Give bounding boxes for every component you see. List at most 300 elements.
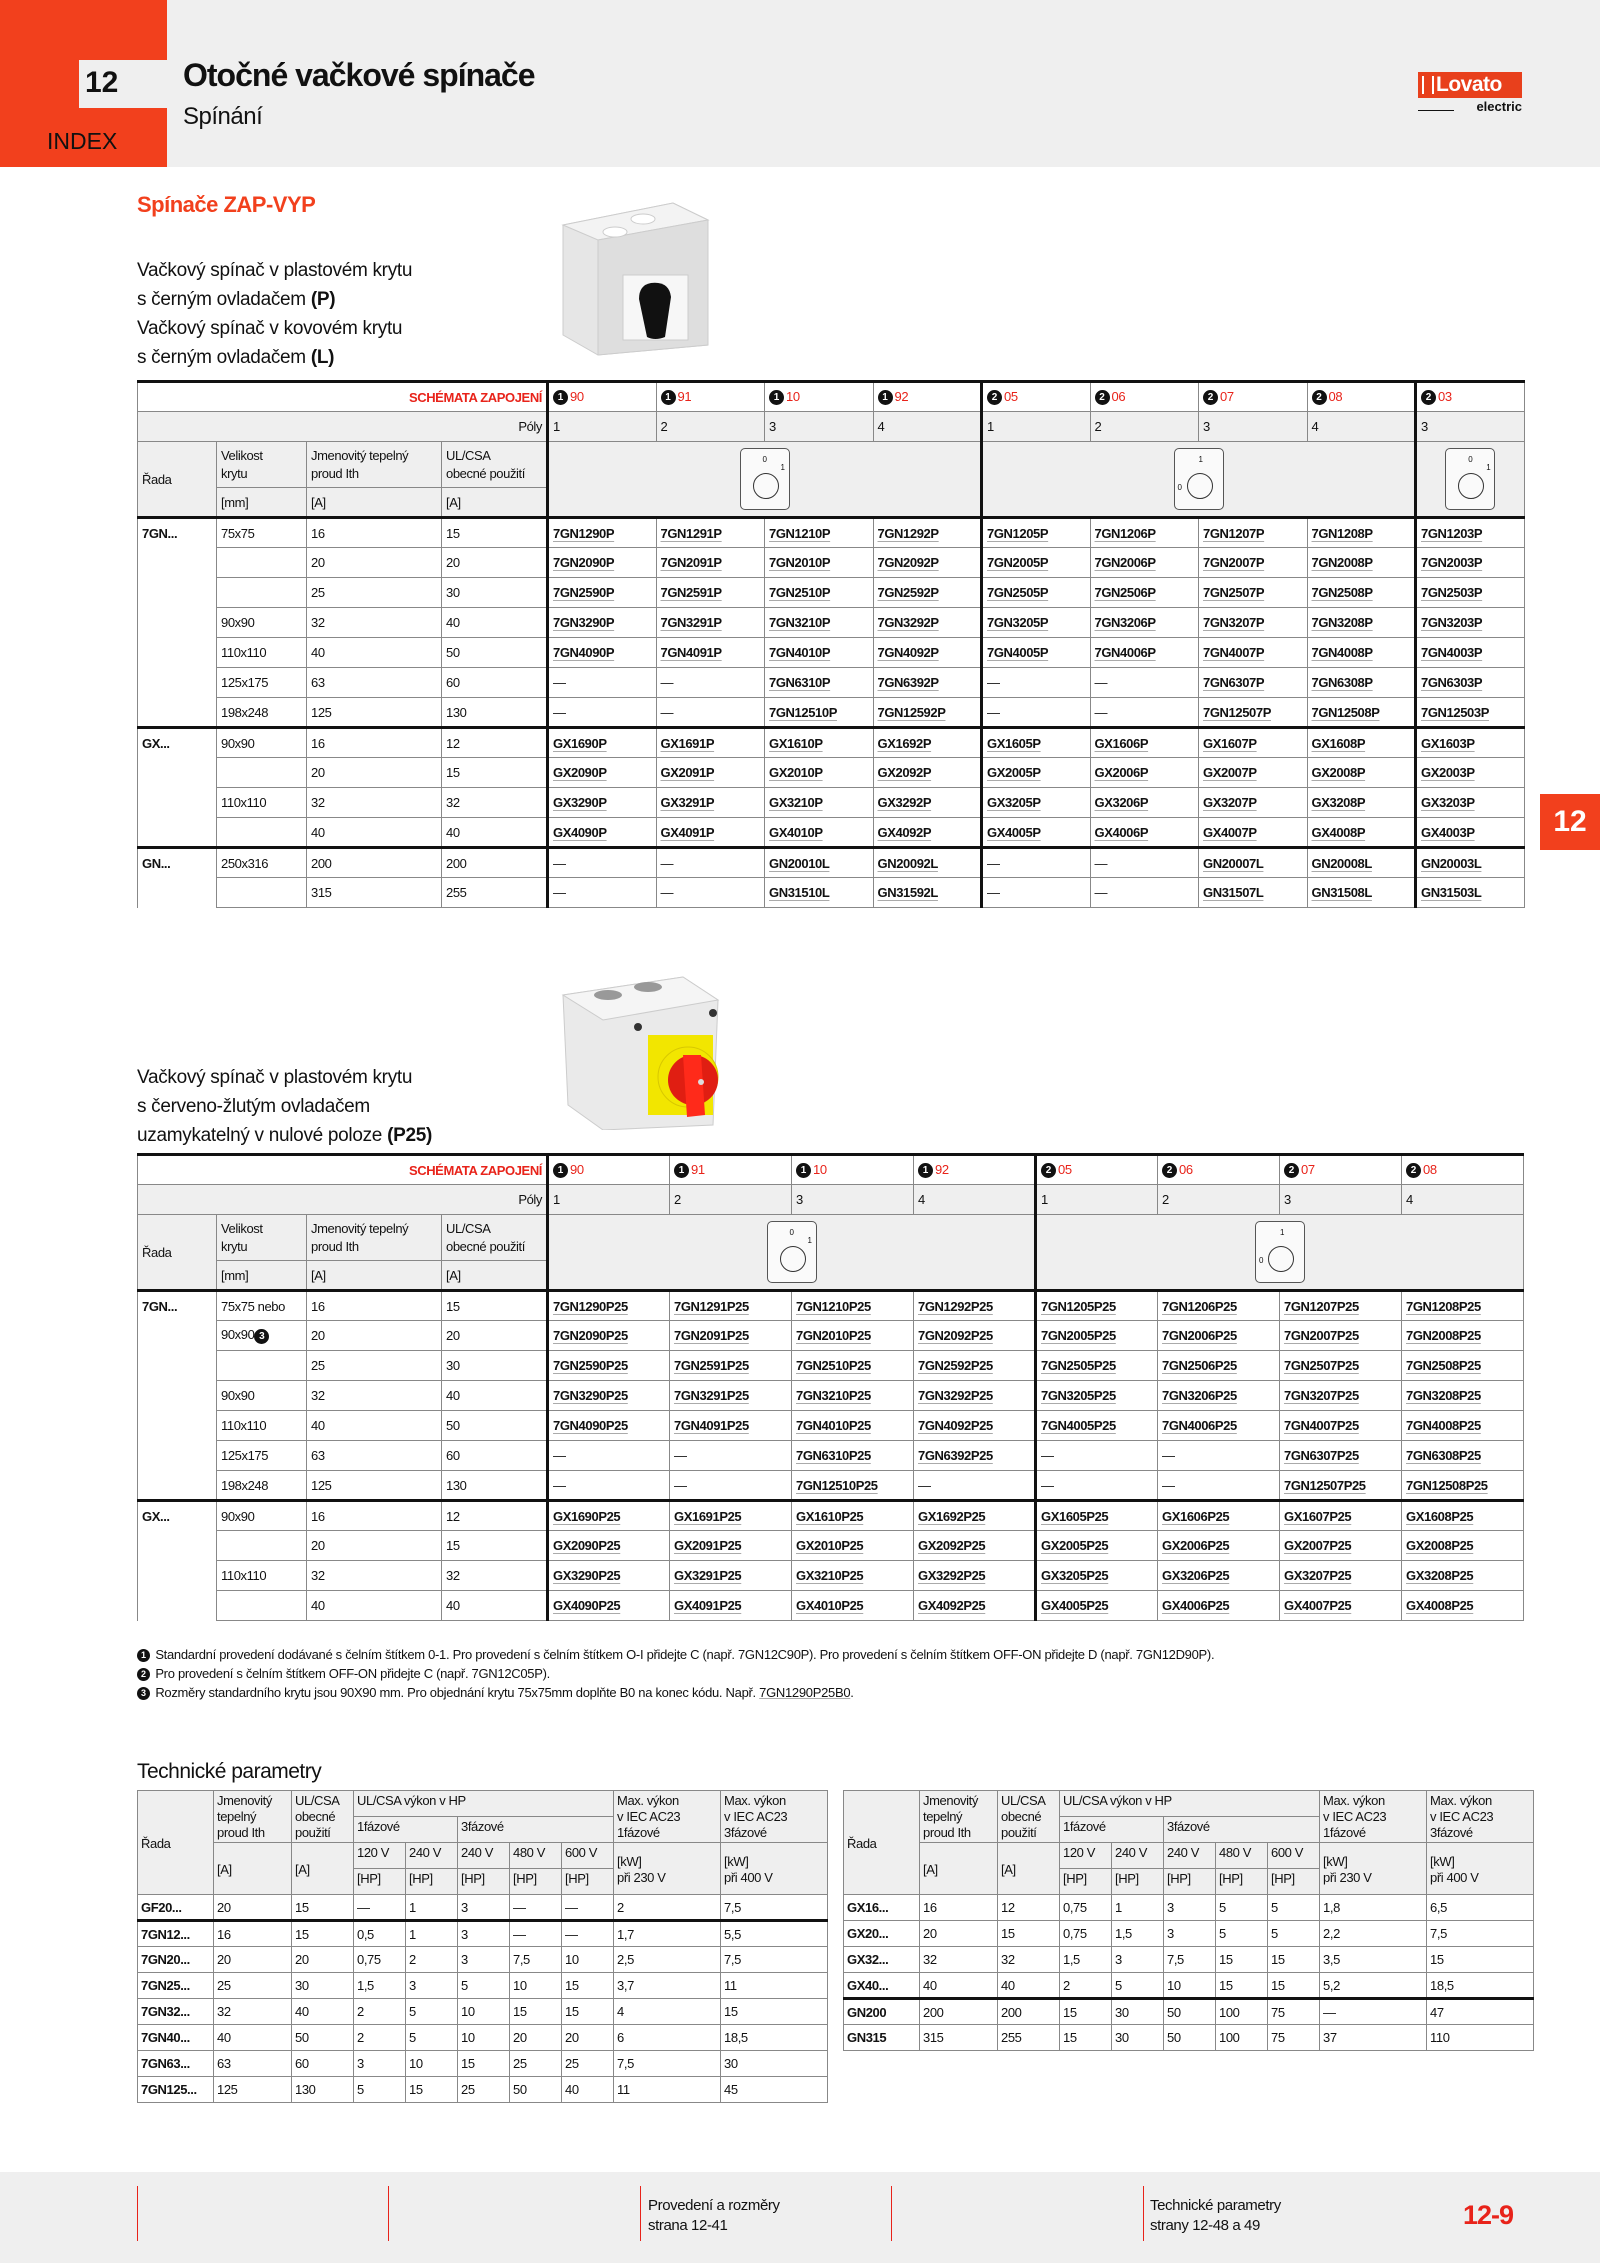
product-code-text[interactable]: GX3291P25 (674, 1568, 742, 1583)
product-code-text[interactable]: GX1605P (987, 735, 1041, 751)
scheme-cell[interactable] (982, 382, 1091, 412)
tech-value (406, 1999, 458, 2025)
scheme-cell[interactable] (548, 1155, 670, 1185)
product-code-text[interactable]: 7GN4091P25 (674, 1418, 749, 1433)
tech-header-row-3 (844, 1843, 1534, 1869)
tech-col-ith (214, 1791, 292, 1843)
ith-cell-text: 63 (311, 1448, 325, 1463)
product-code-text[interactable]: 7GN3290P25 (553, 1388, 628, 1403)
index-tab[interactable] (0, 0, 167, 167)
product-code-text[interactable]: 7GN2508P (1311, 585, 1373, 600)
scheme-code[interactable]: 90 (570, 1161, 584, 1177)
scheme-code[interactable]: 06 (1179, 1161, 1193, 1177)
product-code-text[interactable]: 7GN12507P25 (1284, 1477, 1366, 1493)
product-code-text[interactable]: 7GN3203P (1421, 615, 1483, 630)
product-code-text[interactable]: 7GN2090P25 (553, 1328, 628, 1343)
product-code-text[interactable]: 7GN1208P (1311, 525, 1373, 541)
product-code-text[interactable]: GX2005P (987, 765, 1041, 780)
product-code-text[interactable]: GX2006P (1094, 765, 1149, 780)
product-code (1416, 818, 1525, 848)
product-code-text[interactable]: GX3207P25 (1284, 1568, 1352, 1583)
tech-col-iec1 (614, 1791, 721, 1843)
product-code-text[interactable]: GX3205P25 (1041, 1568, 1109, 1583)
tech-three-phase-text: 3fázové (461, 1819, 504, 1834)
product-code-text[interactable]: GX4092P25 (918, 1598, 986, 1613)
scheme-cell[interactable] (1158, 1155, 1280, 1185)
tech-value (214, 1895, 292, 1921)
product-code-text[interactable]: 7GN2008P25 (1406, 1328, 1481, 1343)
product-code-text[interactable]: 7GN1292P (877, 525, 939, 541)
product-code-text[interactable]: GX1692P25 (918, 1508, 986, 1524)
product-code-text[interactable]: 7GN2505P25 (1041, 1358, 1116, 1373)
product-code-text[interactable]: 7GN3206P (1094, 615, 1156, 630)
tech-col-series (138, 1791, 214, 1895)
scheme-group-marker: 2 (1095, 390, 1110, 405)
scheme-cell[interactable] (656, 382, 765, 412)
product-code-text[interactable]: 7GN3210P (769, 615, 831, 630)
product-code-text[interactable]: GX4091P25 (674, 1598, 742, 1613)
product-code-text[interactable]: GN20092L (877, 855, 938, 871)
product-code-text[interactable]: 7GN2092P25 (918, 1328, 993, 1343)
product-code-text[interactable]: GX4010P25 (796, 1598, 864, 1613)
product-code-text[interactable]: 7GN4092P (877, 645, 939, 660)
size-cell (217, 1291, 307, 1321)
product-code-text[interactable]: GX1610P (769, 735, 823, 751)
product-code (548, 1291, 670, 1321)
scheme-code[interactable]: 05 (1004, 388, 1018, 404)
unit-a (442, 488, 548, 518)
product-code-text[interactable]: 7GN2006P (1094, 555, 1156, 570)
product-code-text[interactable]: 7GN3210P25 (796, 1388, 871, 1403)
product-code-text[interactable]: 7GN6307P25 (1284, 1448, 1359, 1463)
product-code-text[interactable]: GX3292P (877, 795, 932, 810)
ul-cell-text: 130 (446, 1477, 467, 1493)
product-code-text[interactable]: 7GN2010P25 (796, 1328, 871, 1343)
product-code-text[interactable]: 7GN1292P25 (918, 1298, 993, 1314)
schemes-row (138, 1155, 1524, 1185)
product-code-text[interactable]: 7GN4007P25 (1284, 1418, 1359, 1433)
product-code-text[interactable]: 7GN2506P25 (1162, 1358, 1237, 1373)
product-code-text[interactable]: GX2007P25 (1284, 1538, 1352, 1553)
scheme-cell[interactable] (1090, 382, 1199, 412)
no-product-dash (656, 878, 765, 908)
product-code-text[interactable]: GX2008P25 (1406, 1538, 1474, 1553)
product-code-text[interactable]: GX4008P (1311, 824, 1366, 840)
product-code-text[interactable]: GX2091P (660, 765, 715, 780)
product-row (138, 1291, 1524, 1321)
product-code-text[interactable]: 7GN2592P25 (918, 1358, 993, 1373)
product-code-text[interactable]: 7GN2007P (1203, 555, 1265, 570)
product-row (138, 848, 1525, 878)
tech-value-text: 15 (409, 2082, 423, 2097)
index-link[interactable]: INDEX (47, 128, 118, 154)
product-code-text[interactable]: 7GN1205P (987, 525, 1049, 541)
product-code-text[interactable]: 7GN3206P25 (1162, 1388, 1237, 1403)
product-code-text[interactable]: 7GN2005P25 (1041, 1328, 1116, 1343)
poles-value-text: 3 (1421, 419, 1428, 434)
product-code-text[interactable]: GN20007L (1203, 855, 1264, 871)
size-value: 198x248 (221, 704, 269, 720)
scheme-code[interactable]: 07 (1301, 1161, 1315, 1177)
poles-value-text: 4 (1406, 1192, 1413, 1207)
tech-one-phase (354, 1817, 458, 1843)
product-code-text[interactable]: GX3210P25 (796, 1568, 864, 1583)
product-code-text[interactable]: GX1691P (660, 735, 715, 751)
scheme-cell[interactable] (1280, 1155, 1402, 1185)
series-cell (138, 698, 217, 728)
product-code-text[interactable]: 7GN4003P (1421, 645, 1483, 660)
footer-link-tech-params[interactable] (1150, 2196, 1281, 2236)
product-code-text[interactable]: GX3205P (987, 795, 1041, 810)
scheme-code[interactable]: 91 (677, 388, 692, 404)
product-code-text[interactable]: 7GN3292P (877, 615, 939, 630)
product-code-text[interactable]: 7GN2506P (1094, 585, 1156, 600)
product-code-text[interactable]: 7GN4090P25 (553, 1418, 628, 1433)
product-code-text[interactable]: 7GN2590P25 (553, 1358, 628, 1373)
product-code-text[interactable]: GX3206P25 (1162, 1568, 1230, 1583)
product-code (873, 848, 982, 878)
scheme-code[interactable]: 91 (691, 1161, 705, 1177)
product-code-text[interactable]: GN20010L (769, 855, 830, 871)
scheme-code[interactable]: 92 (894, 388, 909, 404)
product-code-text[interactable]: 7GN12510P25 (796, 1477, 878, 1493)
product-code-text[interactable]: GN20003L (1421, 855, 1482, 871)
product-row (138, 1591, 1524, 1621)
product-code-text[interactable]: 7GN2007P25 (1284, 1328, 1359, 1343)
series-name: GX... (142, 1508, 170, 1524)
product-code-text[interactable]: GX1606P25 (1162, 1508, 1230, 1524)
footer-link-title: Technické parametry (1150, 2197, 1281, 2214)
product-code-text[interactable]: GX2008P (1311, 765, 1366, 780)
product-code-text[interactable]: 7GN6308P25 (1406, 1448, 1481, 1463)
logo-subtext: electric (1418, 99, 1522, 114)
product-code-text[interactable]: 7GN6392P (877, 675, 939, 690)
tech-value (1060, 1947, 1112, 1973)
product-code-text[interactable]: GX1691P25 (674, 1508, 742, 1524)
product-code-text[interactable]: 7GN2010P (769, 555, 831, 570)
product-code-text[interactable]: 7GN2507P (1203, 585, 1265, 600)
scheme-code[interactable]: 08 (1328, 388, 1343, 404)
product-code-text[interactable]: 7GN3205P25 (1041, 1388, 1116, 1403)
product-code-text[interactable]: 7GN3292P25 (918, 1388, 993, 1403)
product-code (1280, 1531, 1402, 1561)
product-code-text[interactable]: GN31507L (1203, 885, 1264, 900)
tech-value (1268, 1895, 1320, 1921)
product-code-text[interactable]: 7GN2090P (553, 555, 615, 570)
product-code-text[interactable]: 7GN1205P25 (1041, 1298, 1116, 1314)
product-code (914, 1381, 1036, 1411)
series-cell (138, 518, 217, 548)
product-code-text[interactable]: 7GN4008P25 (1406, 1418, 1481, 1433)
product-code-text[interactable]: 7GN12508P (1311, 704, 1380, 720)
scheme-code[interactable]: 03 (1438, 388, 1452, 404)
product-code-text[interactable]: GX1607P (1203, 735, 1257, 751)
tech-col-ul-line: UL/CSA (1001, 1793, 1046, 1808)
product-code-text[interactable]: GX4005P25 (1041, 1598, 1109, 1613)
product-code-text[interactable]: GN31503L (1421, 885, 1482, 900)
product-code-text[interactable]: 7GN2003P (1421, 555, 1483, 570)
product-code-text[interactable]: GX2090P (553, 765, 607, 780)
size-value: 90x90 (221, 1508, 255, 1524)
series-cell (138, 668, 217, 698)
ul-cell-text: 40 (446, 1598, 460, 1613)
tech-series-text: GX32... (847, 1952, 889, 1967)
tech-col-hp (1060, 1791, 1320, 1817)
product-code-text[interactable]: 7GN2510P25 (796, 1358, 871, 1373)
product-code-text[interactable]: 7GN2092P (877, 555, 939, 570)
product-code-text[interactable]: 7GN4005P (987, 645, 1049, 660)
product-code-text[interactable]: 7GN3291P25 (674, 1388, 749, 1403)
product-code-text[interactable]: 7GN3205P (987, 615, 1049, 630)
dial-label-1: 1 (1280, 1228, 1285, 1237)
tech-value-text: 30 (1115, 2030, 1129, 2045)
scheme-cell[interactable] (1036, 1155, 1158, 1185)
product-code-text[interactable]: 7GN1210P25 (796, 1298, 871, 1314)
scheme-cell[interactable] (1307, 382, 1416, 412)
product-code-text[interactable]: 7GN2507P25 (1284, 1358, 1359, 1373)
product-code-text[interactable]: GX1606P (1094, 735, 1149, 751)
product-code-text[interactable]: 7GN2005P (987, 555, 1049, 570)
product-code-text[interactable]: 7GN1290P (553, 525, 615, 541)
tech-value (998, 1947, 1060, 1973)
scheme-code[interactable]: 05 (1058, 1161, 1072, 1177)
product-code-text[interactable]: 7GN2091P (660, 555, 722, 570)
product-code-text[interactable]: 7GN3208P25 (1406, 1388, 1481, 1403)
tech-series (844, 1921, 920, 1947)
scheme-code[interactable]: 08 (1423, 1161, 1437, 1177)
product-code-text[interactable]: 7GN6310P25 (796, 1448, 871, 1463)
product-code-text[interactable]: GX3291P (660, 795, 715, 810)
product-code-text[interactable]: GX4090P25 (553, 1598, 621, 1613)
product-code (982, 518, 1091, 548)
product-code-text[interactable]: GX2092P (877, 765, 932, 780)
scheme-group-marker: 2 (1162, 1163, 1177, 1178)
product-code-text[interactable]: 7GN4006P25 (1162, 1418, 1237, 1433)
product-code-text[interactable]: 7GN12508P25 (1406, 1477, 1488, 1493)
scheme-cell[interactable] (1416, 382, 1525, 412)
poles-value (548, 412, 657, 442)
product-code-text[interactable]: 7GN1291P (660, 525, 722, 541)
product-code-text[interactable]: 7GN2091P25 (674, 1328, 749, 1343)
product-code-text[interactable]: 7GN2503P (1421, 585, 1483, 600)
scheme-code[interactable]: 10 (786, 388, 800, 404)
tech-hp-unit-text: [HP] (1167, 1871, 1191, 1886)
scheme-code[interactable]: 90 (570, 388, 584, 404)
product-code-text[interactable]: 7GN1203P (1421, 525, 1483, 541)
product-code-text[interactable]: 7GN2590P (553, 585, 615, 600)
product-code-text[interactable]: GX1690P (553, 735, 607, 751)
tech-voltage-text: 240 V (1167, 1845, 1199, 1860)
product-code-text[interactable]: 7GN3208P (1311, 615, 1373, 630)
product-code (1199, 668, 1308, 698)
product-code-text[interactable]: GX1610P25 (796, 1508, 864, 1524)
product-code-text[interactable]: GX3208P25 (1406, 1568, 1474, 1583)
product-code-text[interactable]: GX1690P25 (553, 1508, 621, 1524)
product-code-text[interactable]: 7GN4007P (1203, 645, 1265, 660)
product-code-text[interactable]: 7GN1207P (1203, 525, 1265, 541)
product-code-text[interactable]: GX4003P (1421, 824, 1475, 840)
scheme-cell[interactable] (1402, 1155, 1524, 1185)
product-code-text[interactable]: 7GN6310P (769, 675, 831, 690)
tech-value-text: 7,5 (617, 2056, 634, 2071)
tech-value (1164, 2025, 1216, 2051)
scheme-cell[interactable] (914, 1155, 1036, 1185)
product-code-text[interactable]: GX3207P (1203, 795, 1257, 810)
product-code-text[interactable]: 7GN2592P (877, 585, 939, 600)
product-code-text[interactable]: GX2091P25 (674, 1538, 742, 1553)
product-code-text[interactable]: 7GN3290P (553, 615, 615, 630)
scheme-cell[interactable] (765, 382, 874, 412)
product-code-text[interactable]: GX2092P25 (918, 1538, 986, 1553)
tech-col-hp (354, 1791, 614, 1817)
product-code-text[interactable]: GX3206P (1094, 795, 1149, 810)
product-code-text[interactable]: 7GN2591P25 (674, 1358, 749, 1373)
product-code-text[interactable]: GX2090P25 (553, 1538, 621, 1553)
tech-value (998, 1895, 1060, 1921)
product-code-text[interactable]: GX3203P (1421, 795, 1475, 810)
product-code-text[interactable]: 7GN4005P25 (1041, 1418, 1116, 1433)
product-code-text[interactable]: GX3290P (553, 795, 607, 810)
product-code-text[interactable]: 7GN1291P25 (674, 1298, 749, 1314)
product-code-text[interactable]: 7GN4090P (553, 645, 615, 660)
product-code-text[interactable]: GN31508L (1311, 885, 1372, 900)
product-row (138, 608, 1525, 638)
tech-kw-unit (1427, 1843, 1534, 1895)
tech-hp-unit-text: [HP] (409, 1871, 433, 1886)
product-code-text[interactable]: 7GN2006P25 (1162, 1328, 1237, 1343)
footer-link-dimensions[interactable] (648, 2196, 780, 2236)
scheme-code[interactable]: 10 (813, 1161, 827, 1177)
product-code-text[interactable]: GX4090P (553, 824, 607, 840)
tech-value-text: 47 (1430, 2004, 1444, 2020)
product-code (1090, 518, 1199, 548)
scheme-code[interactable]: 92 (935, 1161, 949, 1177)
product-code-text[interactable]: GX2010P25 (796, 1538, 864, 1553)
product-row (138, 1561, 1524, 1591)
product-code-text[interactable]: GX4092P (877, 824, 932, 840)
product-code-text[interactable]: 7GN2591P (660, 585, 722, 600)
product-code-text[interactable]: 7GN1206P (1094, 525, 1156, 541)
product-code-text[interactable]: 7GN12592P (877, 704, 946, 720)
product-code-text[interactable]: GX4007P (1203, 824, 1257, 840)
product-code-text[interactable]: 7GN12507P (1203, 704, 1271, 720)
product-code-text[interactable]: GN31510L (769, 885, 830, 900)
product-code-text[interactable]: GX1608P (1311, 735, 1366, 751)
product-code-text[interactable]: 7GN2508P25 (1406, 1358, 1481, 1373)
product-code-text[interactable]: GX2007P (1203, 765, 1257, 780)
product-code-text[interactable]: 7GN1210P (769, 525, 831, 541)
tech-one-phase-text: 1fázové (357, 1819, 400, 1834)
product-code (792, 1591, 914, 1621)
product-code-text[interactable]: GX3290P25 (553, 1568, 621, 1583)
product-code-text[interactable]: 7GN1207P25 (1284, 1298, 1359, 1314)
poles-label-text: Póly (518, 419, 543, 434)
product-code-text[interactable]: 7GN4010P25 (796, 1418, 871, 1433)
product-code-text[interactable]: 7GN12503P (1421, 704, 1489, 720)
product-code-text[interactable]: GX4091P (660, 824, 715, 840)
scheme-cell[interactable] (548, 382, 657, 412)
product-code-text[interactable]: GX3292P25 (918, 1568, 986, 1583)
tech-value-text: 200 (923, 2004, 944, 2020)
scheme-code[interactable]: 06 (1111, 388, 1126, 404)
tech-at-voltage: při 230 V (617, 1869, 666, 1885)
product-row (138, 668, 1525, 698)
product-code-text[interactable]: 7GN4008P (1311, 645, 1373, 660)
product-code (548, 728, 657, 758)
product-code-text[interactable]: 7GN6303P (1421, 675, 1483, 690)
product-code-text[interactable]: 7GN2505P (987, 585, 1049, 600)
series-cell (138, 1561, 217, 1591)
desc-line: s černým ovladačem (137, 347, 306, 368)
product-code-text[interactable]: GX1603P (1421, 735, 1475, 751)
product-code-text[interactable]: GX1605P25 (1041, 1508, 1109, 1524)
product-code-text[interactable]: GX4006P25 (1162, 1598, 1230, 1613)
product-code-text[interactable]: 7GN4092P25 (918, 1418, 993, 1433)
product-code-text[interactable]: GX2003P (1421, 765, 1475, 780)
product-code-text[interactable]: GX4010P (769, 824, 823, 840)
product-code-text[interactable]: 7GN6307P (1203, 675, 1265, 690)
product-code-text[interactable]: 7GN1206P25 (1162, 1298, 1237, 1314)
product-code-text[interactable]: GX4006P (1094, 824, 1149, 840)
scheme-cell[interactable] (1199, 382, 1308, 412)
product-code-text[interactable]: GX1692P (877, 735, 932, 751)
product-code-text[interactable]: 7GN2008P (1311, 555, 1373, 570)
product-code-text[interactable]: 7GN6392P25 (918, 1448, 993, 1463)
scheme-code[interactable]: 07 (1220, 388, 1234, 404)
scheme-cell[interactable] (792, 1155, 914, 1185)
product-code-text[interactable]: GX1607P25 (1284, 1508, 1352, 1524)
product-code-text[interactable]: GX4007P25 (1284, 1598, 1352, 1613)
scheme-cell[interactable] (873, 382, 982, 412)
product-code-text[interactable]: GX2005P25 (1041, 1538, 1109, 1553)
product-code-text[interactable]: 7GN1290P25 (553, 1298, 628, 1314)
product-code-text[interactable]: GX2010P (769, 765, 823, 780)
series-cell (138, 758, 217, 788)
product-code-text[interactable]: 7GN6308P (1311, 675, 1373, 690)
product-code-text[interactable]: GX1608P25 (1406, 1508, 1474, 1524)
tech-value (510, 1947, 562, 1973)
product-code-text[interactable]: GN31592L (877, 885, 938, 900)
product-code-text[interactable]: 7GN4091P (660, 645, 722, 660)
col-ith-header-line2: proud Ith (311, 1238, 359, 1254)
product-code-text[interactable]: GX3208P (1311, 795, 1366, 810)
product-code-text[interactable]: 7GN3291P (660, 615, 722, 630)
product-code-text[interactable]: GN20008L (1311, 855, 1372, 871)
product-code-text[interactable]: 7GN4006P (1094, 645, 1156, 660)
tech-value-text: 10 (565, 1952, 579, 1967)
poles-value-text: 1 (987, 419, 994, 434)
chapter-side-tab[interactable]: 12 (1540, 794, 1600, 850)
scheme-cell[interactable] (670, 1155, 792, 1185)
product-code-text[interactable]: 7GN3207P25 (1284, 1388, 1359, 1403)
product-code-text[interactable]: 7GN12510P (769, 704, 837, 720)
tech-value (1164, 1895, 1216, 1921)
product-code-text[interactable]: 7GN2510P (769, 585, 831, 600)
product-code-text[interactable]: 7GN1208P25 (1406, 1298, 1481, 1314)
product-code-text[interactable]: GX4008P25 (1406, 1598, 1474, 1613)
product-code-text[interactable]: GX4005P (987, 824, 1041, 840)
product-code-text[interactable]: 7GN3207P (1203, 615, 1265, 630)
tech-value (614, 1921, 721, 1947)
product-code-text[interactable]: GX2006P25 (1162, 1538, 1230, 1553)
product-code-text[interactable]: GX3210P (769, 795, 823, 810)
note-code-link[interactable]: 7GN1290P25B0 (759, 1685, 851, 1700)
product-code (1280, 1381, 1402, 1411)
product-code-text[interactable]: 7GN4010P (769, 645, 831, 660)
tech-series (844, 1895, 920, 1921)
tech-value-text: 1,5 (1115, 1926, 1132, 1941)
tech-value-text: 3 (409, 1978, 416, 1993)
